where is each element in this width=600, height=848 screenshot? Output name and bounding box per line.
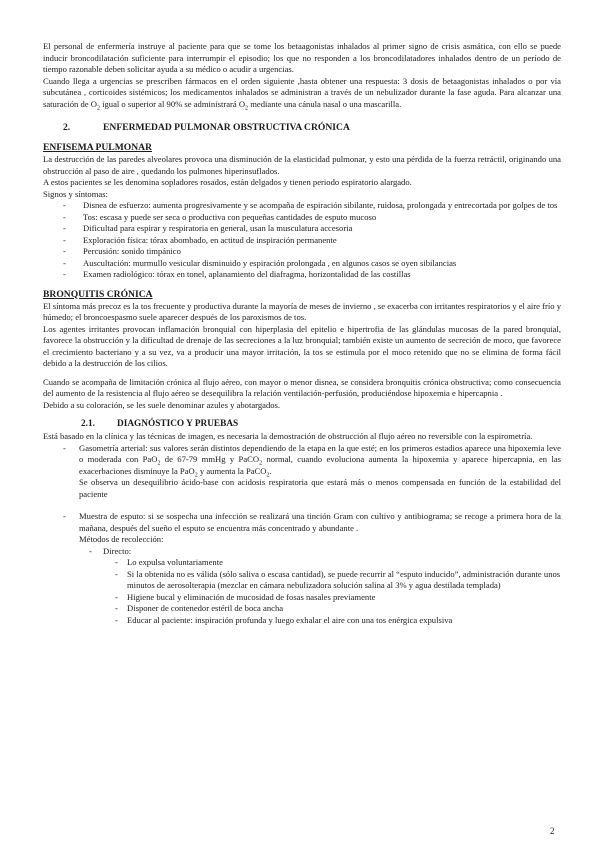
gasometria-text: - Gasometría arterial: sus valores serán distintos dependiendo de la etapa en la que esté; en los primeros estadios aparece una hipoxemia leve o moderada con PaO$_2$ de 67-79 mmHg y PaCO$_2$ normal, cuando evoluciona aumenta la hipoxemia y aparece hipercapnia, en las exacerbaciones disminuye la PaO$_2$ y aumenta la PaCO$_2$. <box>79 442 561 479</box>
gasometria-acidosis-text: Se observa un desequilibrio ácido-base con acidosis respiratoria que estará más o menos compensada en función de la estabilidad del paciente <box>79 477 561 499</box>
list-item: - Auscultación: murmullo vesicular disminuido y espiración prolongada , en algunos casos se oyen sibilancias <box>43 258 561 270</box>
section-heading-epoc: 2. ENFERMEDAD PULMONAR OBSTRUCTIVA CRÓNICA <box>63 122 350 133</box>
intro-paragraph: El personal de enfermería instruye al paciente para que se tome los betaagonistas inhalados al primer signo de crisis asmática, con ello se puede inducir broncodilatación suficiente para interrumpir el episodio; los que no responden a los broncodilatadores inhalados dentro de un período de tiempo razonable deben solicitar ayuda a su médico o acudir a urgencias. <box>43 41 561 74</box>
list-item-gasometria <box>43 443 561 501</box>
signos-list <box>43 200 561 281</box>
metodos-label: Métodos de recolección: <box>79 534 164 544</box>
bronquitis-coloracion-paragraph: Debido a su coloración, se les suele denominar azules y abotargados. <box>43 399 281 410</box>
enfisema-sopladores-paragraph: A estos pacientes se les denomina sopladores rosados, están delgados y tienen periodo espiratorio alargado. <box>43 177 412 187</box>
metodos-list <box>79 546 561 627</box>
signos-label: Signos y síntomas: <box>43 188 108 199</box>
bronquitis-obstructiva-paragraph: Cuando se acompaña de limitación crónica al flujo aéreo, con mayor o menor disnea, se considera bronquitis crónica obstructiva; como consecuencia del aumento de la resistencia al flujo aéreo se desequilibra la relación ventilación-perfusión, produciéndose hipoxemia e hipercapnia . <box>43 376 561 398</box>
pruebas-list <box>43 443 561 501</box>
list-item: - Disponer de contenedor estéril de boca ancha <box>103 603 561 615</box>
list-item: - Disnea de esfuerzo: aumenta progresivamente y se acompaña de espiración sibilante, ruidosa, prolongada y entrecortada por golpes de tos <box>43 200 561 212</box>
diagnostico-paragraph: Está basado en la clínica y las técnicas de imagen, es necesaria la demostración de obstrucción al flujo aéreo no reversible con la espirometría. <box>43 431 533 441</box>
section-heading-diagnostico: 2.1. DIAGNÓSTICO Y PRUEBAS <box>81 419 239 429</box>
page-content <box>43 41 561 626</box>
page-number: 2 <box>550 826 555 836</box>
list-item: - Examen radiológico: tórax en tonel, aplanamiento del diafragma, horizontalidad de las costillas <box>43 269 561 281</box>
enfisema-paragraph: La destrucción de las paredes alveolares provoca una disminución de la elasticidad pulmonar, y esto una pérdida de la fuerza retráctil, originando una obstrucción al paso de aire , quedando los pulmones hiperinsuflados. <box>43 154 561 176</box>
subsection-heading-bronquitis: BRONQUITIS CRÓNICA <box>43 288 153 300</box>
list-item: - Tos: escasa y puede ser seca o productiva con pequeñas cantidades de esputo mucoso <box>43 212 561 224</box>
list-item: - Lo expulsa voluntariamente <box>103 557 561 569</box>
bronquitis-paragraph: El síntoma más precoz es la tos frecuente y productiva durante la mayoría de meses de invierno , se exacerba con irritantes respiratorios y el aire frío y húmedo; el broncoespasmo suele aparecer después de los paroxismos de tos. <box>43 300 561 322</box>
list-item-directo <box>79 546 561 627</box>
directo-list <box>103 557 561 626</box>
directo-label: Directo: <box>103 545 132 556</box>
subsection-heading-enfisema: ENFISEMA PULMONAR <box>43 142 152 153</box>
intro-urgencias-paragraph: Cuando llega a urgencias se prescriben fármacos en el orden siguiente ,hasta obtener una respuesta: 3 dosis de betaagonistas inhalados o por vía subcutánea , corticoides sistémicos; los medicamentos inhalados se administran a través de un nebulizador durante la fase aguda. Para alcanzar una saturación de $O_2$ igual o superior al 90% se administrará $O_2$ mediante una cánula nasal o una mascarilla. <box>43 75 561 112</box>
list-item: - Dificultad para espirar y respiratoria en general, usan la musculatura accesoria <box>43 223 561 235</box>
list-item: - Percusión: sonido timpánico <box>43 246 561 258</box>
list-item: - Exploración física: tórax abombado, en actitud de inspiración permanente <box>43 235 561 247</box>
bronquitis-agentes-paragraph: Los agentes irritantes provocan inflamación bronquial con hiperplasia del epitelio e hipertrofia de las glándulas mucosas de la pared bronquial, favorece la obstrucción y la dificultad de drenaje de las secreciones a la luz bronquial; también existe un aumento de secreción de moco, que favorece el crecimiento bacteriano y a su vez, va a producir una mayor irritación, la tos se estimula por el moco retenido que no se elimina de forma fácil debido a la destrucción de los cilios. <box>43 323 561 368</box>
list-item-esputo <box>43 511 561 626</box>
pruebas-list-2 <box>43 511 561 626</box>
list-item: - Higiene bucal y eliminación de mucosidad de fosas nasales previamente <box>103 592 561 604</box>
list-item: - Si la obtenida no es válida (sólo saliva o escasa cantidad), se puede recurrir al “esputo inducido”, administración durante unos minutos de aerosolterapia (mezclar en cámara nebulizadora solución salina al 3% y agua destilada templada) <box>103 569 561 592</box>
list-item: - Educar al paciente: inspiración profunda y luego exhalar el aire con una tos enérgica expulsiva <box>103 615 561 627</box>
esputo-text: - Muestra de esputo: si se sospecha una infección se realizará una tinción Gram con cultivo y antibiograma; se recoge a primera hora de la mañana, después del sueño el esputo se encuentra más concentrado y abundante . <box>79 511 561 533</box>
